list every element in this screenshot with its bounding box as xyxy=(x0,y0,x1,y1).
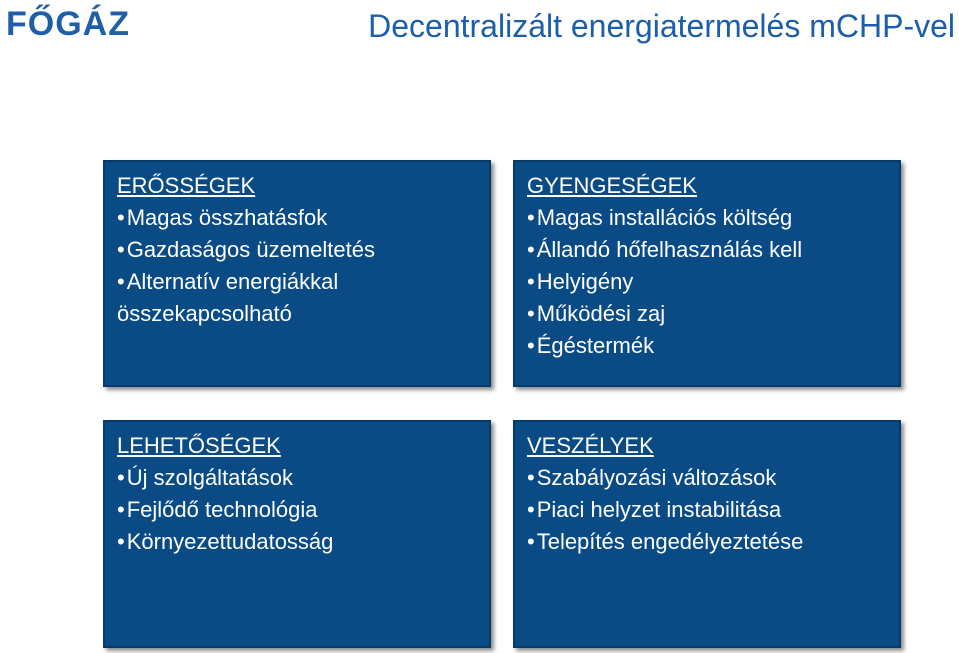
list-item: •Magas installációs költség xyxy=(527,205,793,230)
threats-list xyxy=(527,462,889,558)
opportunities-box xyxy=(103,420,491,648)
list-item: •Helyigény xyxy=(527,269,634,294)
strengths-list xyxy=(117,202,479,330)
logo: FŐGÁZ xyxy=(6,5,130,43)
strengths-heading: ERŐSSÉGEK xyxy=(117,173,256,198)
list-item: összekapcsolható xyxy=(117,301,292,326)
list-item: •Működési zaj xyxy=(527,301,666,326)
opportunities-list xyxy=(117,462,479,558)
weaknesses-list xyxy=(527,202,889,362)
threats-box xyxy=(513,420,901,648)
weaknesses-box xyxy=(513,160,901,387)
opportunities-heading: LEHETŐSÉGEK xyxy=(117,433,281,458)
list-item: •Új szolgáltatások xyxy=(117,465,294,490)
list-item: •Alternatív energiákkal xyxy=(117,269,339,294)
threats-heading: VESZÉLYEK xyxy=(527,433,654,458)
list-item: •Piaci helyzet instabilitása xyxy=(527,497,782,522)
weaknesses-heading: GYENGESÉGEK xyxy=(527,173,697,198)
list-item: •Környezettudatosság xyxy=(117,529,334,554)
list-item: •Égéstermék xyxy=(527,333,655,358)
slide-title: Decentralizált energiatermelés mCHP-vel xyxy=(368,8,955,44)
list-item: •Fejlődő technológia xyxy=(117,497,318,522)
list-item: •Magas összhatásfok xyxy=(117,205,328,230)
list-item: •Szabályozási változások xyxy=(527,465,777,490)
list-item: •Állandó hőfelhasználás kell xyxy=(527,237,803,262)
list-item: •Telepítés engedélyeztetése xyxy=(527,529,804,554)
strengths-box xyxy=(103,160,491,387)
list-item: •Gazdaságos üzemeltetés xyxy=(117,237,375,262)
